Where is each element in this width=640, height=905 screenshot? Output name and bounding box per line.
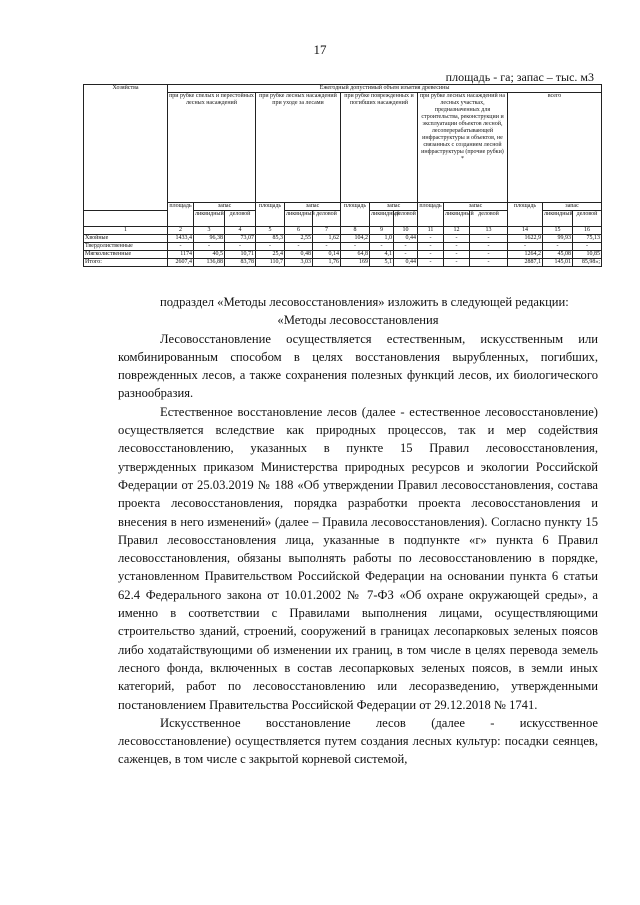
column-number: 15 — [543, 227, 573, 235]
page-number: 17 — [313, 42, 327, 57]
table-cell: - — [444, 259, 470, 267]
table-cell: - — [418, 243, 444, 251]
header-farm: Хозяйства — [84, 85, 168, 211]
table-cell: 85,98»; — [573, 259, 602, 267]
table-cell: - — [543, 243, 573, 251]
header-group: всего — [508, 93, 602, 203]
table-number-row — [84, 227, 602, 235]
table-cell: 75,13 — [573, 235, 602, 243]
table-cell: - — [418, 259, 444, 267]
table-cell: 0,14 — [313, 251, 341, 259]
table-cell: 10,85 — [573, 251, 602, 259]
header-liquid: ликвидный — [370, 211, 394, 227]
table-cell: - — [444, 251, 470, 259]
document-text — [118, 293, 598, 769]
table-row — [84, 259, 602, 267]
header-area: площадь — [418, 203, 444, 227]
column-number: 11 — [418, 227, 444, 235]
column-number: 1 — [84, 227, 168, 235]
table-cell: - — [470, 243, 508, 251]
table-header-row — [84, 85, 602, 93]
table-cell: - — [394, 243, 418, 251]
column-number: 14 — [508, 227, 543, 235]
table-cell: 4,1 — [370, 251, 394, 259]
column-number: 6 — [285, 227, 313, 235]
table-cell: 0,44 — [394, 235, 418, 243]
table-cell: 64,8 — [341, 251, 370, 259]
paragraph: Естественное восстановление лесов (далее - естественное лесовосстановление) осуществляется вследствие как природных процессов, так и мер содействия лесовосстановлению, указанных в пункте 15 Правил лесовосстановления, утвержденных приказом Министерства природных ресурсов и экологии Российской Федерации от 25.03.2019 № 188 «Об утверждении Правил лесовосстановления, состава проекта лесовосстановления, порядка разработки проекта лесовосстановления и внесения в него изменений» (далее – Правила лесовосстановления). Согласно пункту 15 Правил лесовосстановления лица, указанные в подпункте «г» пункта 6 Правил лесовосстановления, обязаны выполнять работы по лесовосстановлению в порядке, установленном Правительством Российской Федерации на основании пункта 6 статьи 62.4 Федерального закона от 10.01.2002 № 7-ФЗ «Об охране окружающей среды», а именно в соответствии с Правилами выполнения лицами, осуществляющими строительство зданий, строений, сооружений в границах лесопарковых зеленых поясов либо ходатайствующими об изменении их границ, в том числе в целях перевода земель лесного фонда, включенных в состав лесопарковых зеленых поясов, в земли иных категорий, работ по лесовосстановлению или лесоразведению, утвержденными постановлением Правительства Российской Федерации от 29.12.2018 № 1741. — [118, 404, 598, 712]
table-cell: - — [285, 243, 313, 251]
table-cell: - — [508, 243, 543, 251]
table-cell: 85,3 — [256, 235, 285, 243]
table-cell: - — [341, 243, 370, 251]
column-number: 8 — [341, 227, 370, 235]
header-stock: запас — [285, 203, 341, 211]
table-cell: - — [225, 243, 256, 251]
section-heading: «Методы лесовосстановления — [277, 313, 439, 328]
table-cell: 136,88 — [194, 259, 225, 267]
table-cell: 96,38 — [194, 235, 225, 243]
table-cell: - — [256, 243, 285, 251]
table-cell: - — [418, 235, 444, 243]
table-cell: 73,07 — [225, 235, 256, 243]
column-number: 2 — [168, 227, 194, 235]
table-cell: 25,4 — [256, 251, 285, 259]
header-group: при рубке лесных насаждений на лесных участках, предназначенных для строительства, реконструкции и эксплуатации объектов лесной, лесоперерабатывающей инфраструктуры и объектов, не связанных с созданием лесной инфраструктуры (прочие рубки) * — [418, 93, 508, 203]
row-label: Хвойные — [84, 235, 168, 243]
header-business: деловой — [394, 211, 418, 227]
table-cell: - — [470, 251, 508, 259]
table-cell: - — [573, 243, 602, 251]
table-cell: - — [194, 243, 225, 251]
header-empty — [84, 211, 168, 227]
table-cell: - — [470, 235, 508, 243]
table-cell: - — [370, 243, 394, 251]
header-group: при рубке поврежденных и погибших насаждений — [341, 93, 418, 203]
table-cell: 40,5 — [194, 251, 225, 259]
table-cell: 1622,9 — [508, 235, 543, 243]
units-note: площадь - га; запас – тыс. м3 — [445, 70, 594, 84]
header-stock: запас — [444, 203, 508, 211]
header-liquid: ликвидный — [194, 211, 225, 227]
header-group-title: Ежегодный допустимый объем изъятия древесины — [168, 85, 602, 93]
table-cell: 0,48 — [285, 251, 313, 259]
table-cell: 1,0 — [370, 235, 394, 243]
table-cell: 2607,4 — [168, 259, 194, 267]
table-cell: 3,03 — [285, 259, 313, 267]
column-number: 3 — [194, 227, 225, 235]
header-business: деловой — [225, 211, 256, 227]
table-cell: 0,44 — [394, 259, 418, 267]
table-cell: - — [418, 251, 444, 259]
header-business: деловой — [470, 211, 508, 227]
table-cell: 99,93 — [543, 235, 573, 243]
table-cell: - — [313, 243, 341, 251]
table-cell: - — [394, 251, 418, 259]
table-cell: - — [444, 235, 470, 243]
column-number: 5 — [256, 227, 285, 235]
header-liquid: ликвидный — [444, 211, 470, 227]
column-number: 4 — [225, 227, 256, 235]
table-cell: 1,62 — [313, 235, 341, 243]
table-cell: 83,78 — [225, 259, 256, 267]
header-liquid: ликвидный — [543, 211, 573, 227]
header-group: при рубке лесных насаждений при уходе за лесами — [256, 93, 341, 203]
header-area: площадь — [508, 203, 543, 227]
column-number: 13 — [470, 227, 508, 235]
column-number: 10 — [394, 227, 418, 235]
table-cell: 10,71 — [225, 251, 256, 259]
table-cell: 145,01 — [543, 259, 573, 267]
table-cell: 104,2 — [341, 235, 370, 243]
table-row — [84, 251, 602, 259]
header-business: деловой — [573, 211, 602, 227]
row-label: Итого: — [84, 259, 168, 267]
table-cell: 1433,4 — [168, 235, 194, 243]
header-area: площадь — [168, 203, 194, 227]
column-number: 16 — [573, 227, 602, 235]
table-cell: - — [168, 243, 194, 251]
header-area: площадь — [341, 203, 370, 227]
table-cell: 1174 — [168, 251, 194, 259]
header-group: при рубке спелых и перестойных лесных насаждений — [168, 93, 256, 203]
table-cell: - — [444, 243, 470, 251]
table-row — [84, 243, 602, 251]
header-area: площадь — [256, 203, 285, 227]
table-cell: 169 — [341, 259, 370, 267]
table-cell: 2887,1 — [508, 259, 543, 267]
row-label: Мягколиственные — [84, 251, 168, 259]
column-number: 12 — [444, 227, 470, 235]
table-cell: 2,55 — [285, 235, 313, 243]
table-cell: 110,7 — [256, 259, 285, 267]
table-row — [84, 235, 602, 243]
table-cell: 1,76 — [313, 259, 341, 267]
table-cell: 1264,2 — [508, 251, 543, 259]
timber-volume-table — [83, 84, 602, 267]
paragraph: Лесовосстановление осуществляется естественным, искусственным или комбинированным способом в целях восстановления вырубленных, погибших, поврежденных лесов, а также сохранения полезных функций лесов, их биологического разнообразия. — [118, 331, 598, 401]
row-label: Твердолиственные — [84, 243, 168, 251]
table-cell: 5,1 — [370, 259, 394, 267]
paragraph: Искусственное восстановление лесов (далее - искусственное лесовосстановление) осуществляется путем создания лесных культур: посадки сеянцев, саженцев, в том числе с закрытой корневой системой, — [118, 715, 598, 767]
header-liquid: ликвидный — [285, 211, 313, 227]
column-number: 9 — [370, 227, 394, 235]
header-business: деловой — [313, 211, 341, 227]
header-stock: запас — [543, 203, 602, 211]
table-cell: - — [470, 259, 508, 267]
header-stock: запас — [370, 203, 418, 211]
column-number: 7 — [313, 227, 341, 235]
paragraph: подраздел «Методы лесовосстановления» изложить в следующей редакции: — [160, 295, 569, 309]
header-stock: запас — [194, 203, 256, 211]
table-cell: 45,08 — [543, 251, 573, 259]
